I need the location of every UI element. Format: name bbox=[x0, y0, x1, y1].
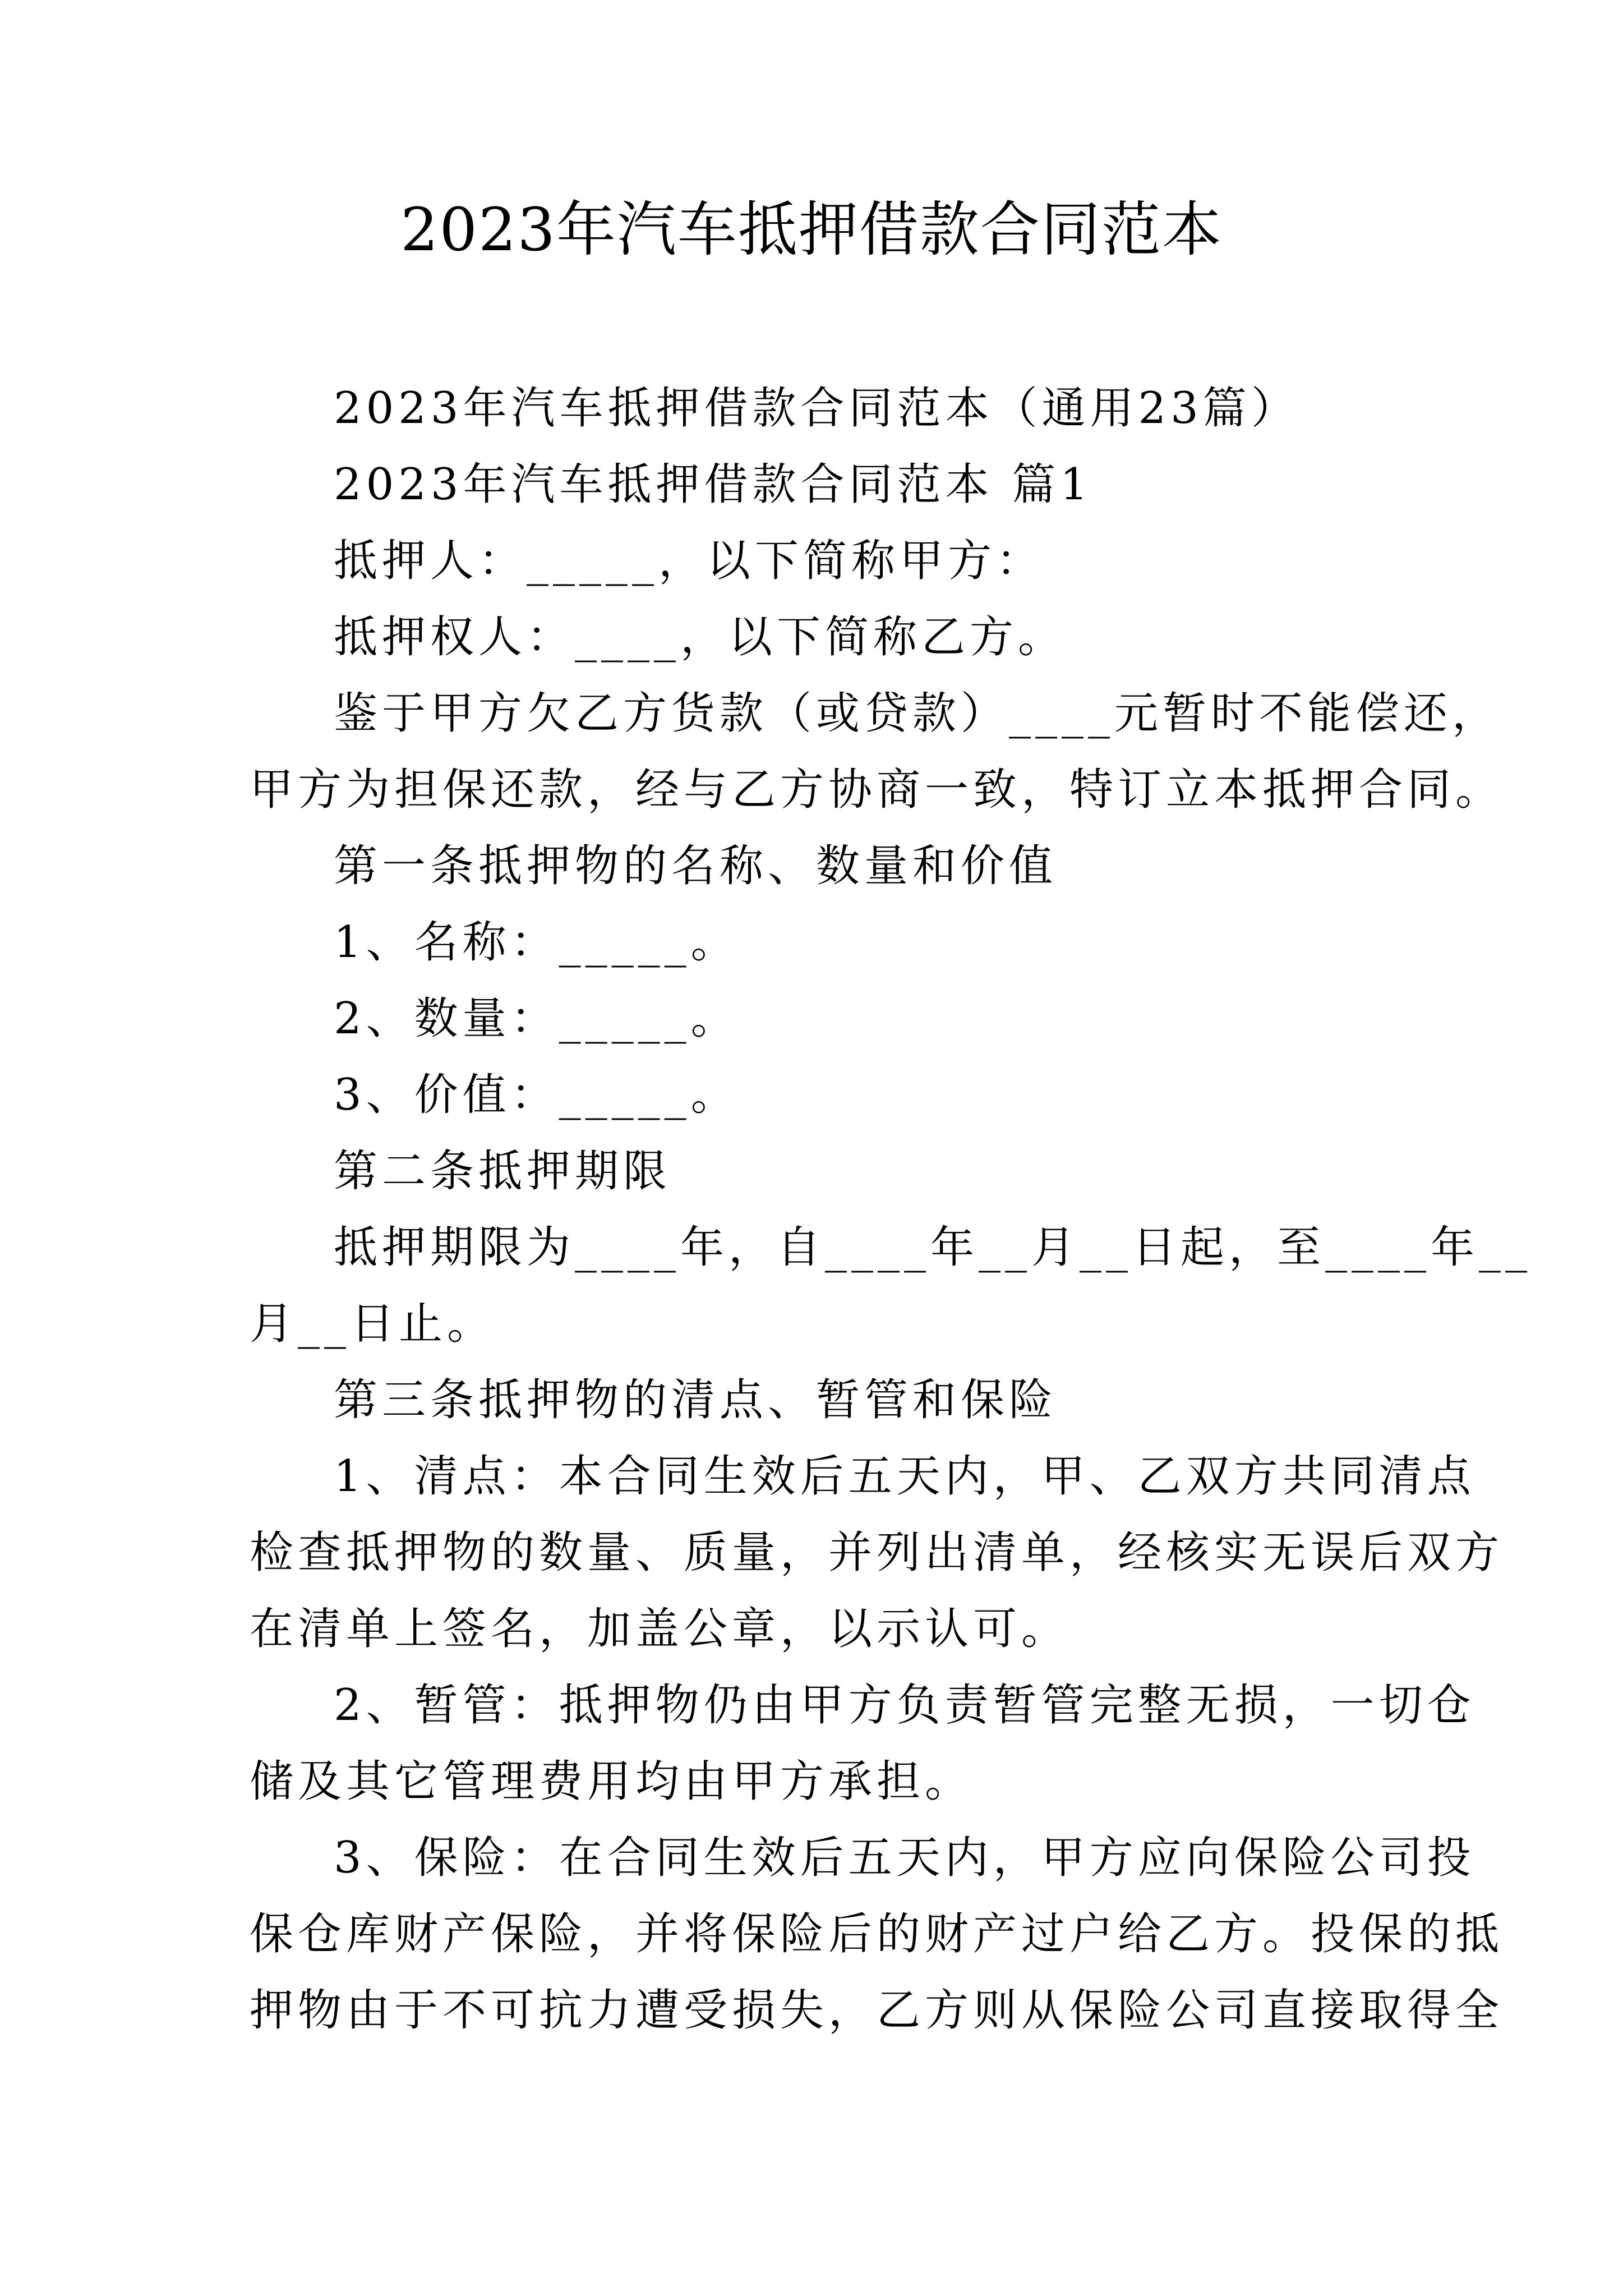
paragraph-line: 2、暂管：抵押物仍由甲方负责暂管完整无损，一切仓 bbox=[334, 1680, 1476, 1731]
paragraph-line: 2023年汽车抵押借款合同范本（通用23篇） bbox=[334, 383, 1299, 434]
paragraph-line: 保仓库财产保险，并将保险后的财产过户给乙方。投保的抵 bbox=[250, 1909, 1504, 1959]
document-title: 2023年汽车抵押借款合同范本 bbox=[400, 195, 1223, 264]
paragraph-line: 在清单上签名，加盖公章，以示认可。 bbox=[250, 1604, 1070, 1654]
paragraph-line: 抵押期限为____年，自____年__月__日起，至____年__ bbox=[334, 1222, 1532, 1273]
paragraph-line: 1、清点：本合同生效后五天内，甲、乙双方共同清点 bbox=[334, 1451, 1476, 1502]
paragraph-line: 2023年汽车抵押借款合同范本 篇1 bbox=[334, 459, 1092, 510]
paragraph-line: 3、保险：在合同生效后五天内，甲方应向保险公司投 bbox=[334, 1833, 1476, 1883]
paragraph-line: 第三条抵押物的清点、暂管和保险 bbox=[334, 1375, 1058, 1425]
paragraph-line: 押物由于不可抗力遭受损失，乙方则从保险公司直接取得全 bbox=[250, 1985, 1504, 2036]
paragraph-line: 月__日止。 bbox=[250, 1299, 496, 1349]
paragraph-line: 储及其它管理费用均由甲方承担。 bbox=[250, 1756, 974, 1807]
paragraph-line: 第二条抵押期限 bbox=[334, 1146, 672, 1197]
paragraph-line: 3、价值：_____。 bbox=[334, 1070, 739, 1120]
paragraph-line: 检查抵押物的数量、质量，并列出清单，经核实无误后双方 bbox=[250, 1527, 1504, 1578]
document-body bbox=[250, 370, 1532, 2049]
paragraph-line: 鉴于甲方欠乙方货款（或贷款）____元暂时不能偿还， bbox=[334, 688, 1501, 739]
paragraph-line: 2、数量：_____。 bbox=[334, 993, 739, 1044]
paragraph-line: 抵押人：_____，以下简称甲方： bbox=[334, 536, 1045, 586]
paragraph-line: 1、名称：_____。 bbox=[334, 917, 739, 968]
paragraph-line: 甲方为担保还款，经与乙方协商一致，特订立本抵押合同。 bbox=[250, 765, 1504, 815]
paragraph-line: 抵押权人：____，以下简称乙方。 bbox=[334, 612, 1067, 662]
paragraph-line: 第一条抵押物的名称、数量和价值 bbox=[334, 841, 1058, 891]
